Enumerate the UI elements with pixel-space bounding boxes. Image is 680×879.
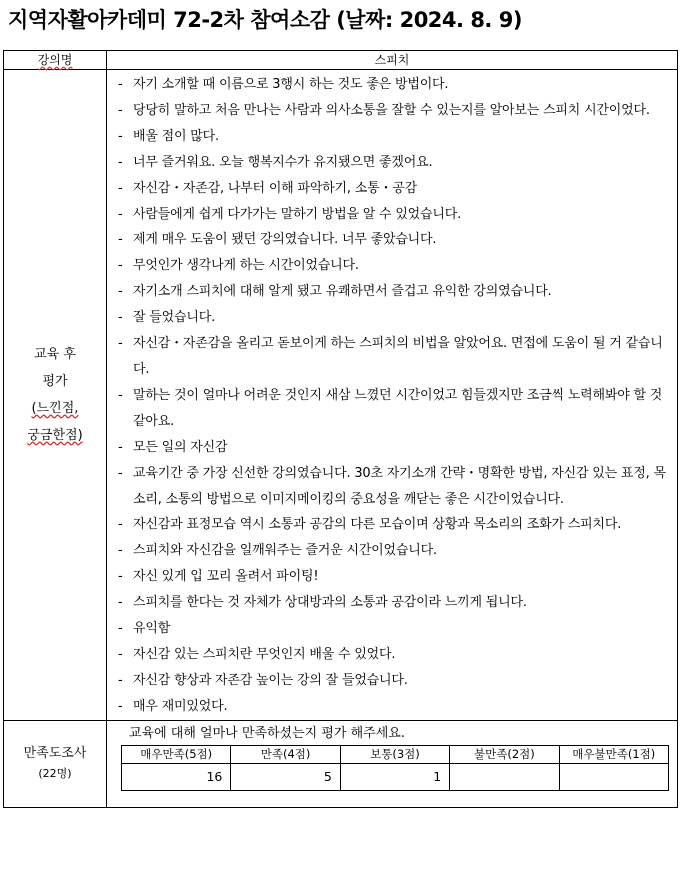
feedback-item: - 배울 점이 많다. xyxy=(115,124,671,150)
feedback-item: - 모든 일의 자신감 xyxy=(115,435,671,461)
rating-scale-label: 만족(4점) xyxy=(231,745,340,763)
feedback-item: - 유익함 xyxy=(115,616,671,642)
header-course-label: 강의명 xyxy=(4,51,107,70)
feedback-item: - 사람들에게 쉽게 다가가는 말하기 방법을 알 수 있었습니다. xyxy=(115,202,671,228)
rating-scale-label: 매우만족(5점) xyxy=(122,745,231,763)
rating-values-row xyxy=(122,763,669,790)
feedback-item: - 교육기간 중 가장 신선한 강의였습니다. 30초 자기소개 간략・명확한 방법, 자신감 있는 표정, 목소리, 소통의 방법으로 이미지메이킹의 중요성을 깨닫는 좋은 시간이었습니다. xyxy=(115,461,671,513)
feedback-item: - 무엇인가 생각나게 하는 시간이었습니다. xyxy=(115,253,671,279)
feedback-item: - 스피치를 한다는 것 자체가 상대방과의 소통과 공감이라 느끼게 됩니다. xyxy=(115,590,671,616)
rating-value xyxy=(559,763,668,790)
feedback-item: - 자기소개 스피치에 대해 알게 됐고 유쾌하면서 즐겁고 유익한 강의였습니다. xyxy=(115,279,671,305)
evaluation-content xyxy=(107,70,678,721)
feedback-item: - 자신감 있는 스피치란 무엇인지 배울 수 있었다. xyxy=(115,642,671,668)
evaluation-label: 교육 후 평가 (느낀점, 궁금한점) xyxy=(4,70,107,721)
satisfaction-label: 만족도조사 (22명) xyxy=(4,720,107,807)
rating-scale-label: 매우불만족(1점) xyxy=(559,745,668,763)
rating-table xyxy=(121,745,669,791)
feedback-list xyxy=(107,70,677,720)
feedback-item: - 자신 있게 입 꼬리 올려서 파이팅! xyxy=(115,564,671,590)
evaluation-row xyxy=(4,70,678,721)
satisfaction-row xyxy=(4,720,678,807)
rating-value: 1 xyxy=(340,763,449,790)
page-title: 지역자활아카데미 72-2차 참여소감 (날짜: 2024. 8. 9) xyxy=(8,8,522,32)
feedback-item: - 자기 소개할 때 이름으로 3행시 하는 것도 좋은 방법이다. xyxy=(115,72,671,98)
feedback-item: - 당당히 말하고 처음 만나는 사람과 의사소통을 잘할 수 있는지를 알아보는 스피치 시간이었다. xyxy=(115,98,671,124)
feedback-table xyxy=(3,50,678,808)
rating-value: 16 xyxy=(122,763,231,790)
feedback-item: - 제게 매우 도움이 됐던 강의였습니다. 너무 좋았습니다. xyxy=(115,227,671,253)
feedback-item: - 자신감・자존감, 나부터 이해 파악하기, 소통・공감 xyxy=(115,176,671,202)
feedback-item: - 스피치와 자신감을 일깨워주는 즐거운 시간이었습니다. xyxy=(115,538,671,564)
feedback-item: - 자신감・자존감을 올리고 돋보이게 하는 스피치의 비법을 알았어요. 면접에 도움이 될 거 같습니다. xyxy=(115,331,671,383)
header-row xyxy=(4,51,678,70)
feedback-item: - 너무 즐거워요. 오늘 행복지수가 유지됐으면 좋겠어요. xyxy=(115,150,671,176)
feedback-item: - 말하는 것이 얼마나 어려운 것인지 새삼 느꼈던 시간이었고 힘들겠지만 조금씩 노력해봐야 할 것 같아요. xyxy=(115,383,671,435)
header-course-name: 스피치 xyxy=(107,51,678,70)
rating-value: 5 xyxy=(231,763,340,790)
satisfaction-content xyxy=(107,720,678,807)
feedback-item: - 자신감과 표정모습 역시 소통과 공감의 다른 모습이며 상황과 목소리의 조화가 스피치다. xyxy=(115,512,671,538)
rating-scale-label: 불만족(2점) xyxy=(450,745,559,763)
rating-value xyxy=(450,763,559,790)
feedback-item: - 자신감 향상과 자존감 높이는 강의 잘 들었습니다. xyxy=(115,668,671,694)
feedback-item: - 잘 들었습니다. xyxy=(115,305,671,331)
feedback-item: - 매우 재미있었다. xyxy=(115,694,671,720)
rating-scale-label: 보통(3점) xyxy=(340,745,449,763)
rating-scale-row xyxy=(122,745,669,763)
satisfaction-question: 교육에 대해 얼마나 만족하셨는지 평가 해주세요. xyxy=(129,725,405,741)
